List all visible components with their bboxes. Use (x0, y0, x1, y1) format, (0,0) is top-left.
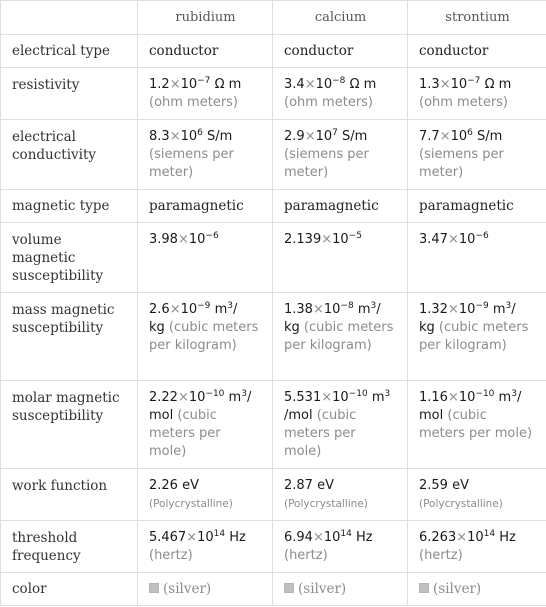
column-header-strontium: strontium (408, 1, 546, 35)
table-cell: (silver) (138, 573, 273, 606)
table-cell: $3.98\times 10^{-6}$ (138, 223, 273, 293)
table-row (1, 120, 546, 190)
color-swatch (419, 583, 429, 593)
table-row (1, 293, 546, 381)
table-cell: $5.531\times 10^{-10}$ $m^3$ /mol (cubic meters per mole) (273, 381, 408, 469)
table-row (1, 573, 546, 606)
table-cell: $5.467\times 10^{14}$ Hz (hertz) (138, 521, 273, 573)
table-cell: $2.9\times 10^7$ S/m (siemens per meter) (273, 120, 408, 190)
corner-cell (1, 1, 138, 35)
row-label: mass magnetic susceptibility (1, 293, 138, 381)
table-row (1, 469, 546, 521)
table-row (1, 381, 546, 469)
table-cell: conductor (138, 35, 273, 68)
table-cell: paramagnetic (273, 190, 408, 223)
table-cell: $2.139\times 10^{-5}$ (273, 223, 408, 293)
column-header-calcium: calcium (273, 1, 408, 35)
row-label: molar magnetic susceptibility (1, 381, 138, 469)
row-label: magnetic type (1, 190, 138, 223)
table-cell: $1.3\times 10^{-7}$ Ω m (ohm meters) (408, 68, 546, 120)
header-row (1, 1, 546, 35)
row-label: resistivity (1, 68, 138, 120)
color-swatch (284, 583, 294, 593)
table-row (1, 223, 546, 293)
table-cell: $1.16\times 10^{-10}$ $m^3/$ mol (cubic meters per mole) (408, 381, 546, 469)
table-cell: 2.26 eV (Polycrystalline) (138, 469, 273, 521)
table-row (1, 190, 546, 223)
table-cell: (silver) (408, 573, 546, 606)
table-row (1, 68, 546, 120)
row-label: electrical conductivity (1, 120, 138, 190)
table-cell: 2.59 eV (Polycrystalline) (408, 469, 546, 521)
table-cell: conductor (273, 35, 408, 68)
table-cell: conductor (408, 35, 546, 68)
table-cell: $8.3\times 10^6$ S/m (siemens per meter) (138, 120, 273, 190)
table-cell: (silver) (273, 573, 408, 606)
table-cell: $1.32\times 10^{-9}$ $m^3/$ kg (cubic meters per kilogram) (408, 293, 546, 381)
column-header-rubidium: rubidium (138, 1, 273, 35)
row-label: work function (1, 469, 138, 521)
table-cell: $6.263\times 10^{14}$ Hz (hertz) (408, 521, 546, 573)
table-cell: $3.47\times 10^{-6}$ (408, 223, 546, 293)
row-label: threshold frequency (1, 521, 138, 573)
table-row (1, 35, 546, 68)
row-label: electrical type (1, 35, 138, 68)
table-cell: $1.38\times 10^{-8}$ $m^3/$ kg (cubic meters per kilogram) (273, 293, 408, 381)
table-cell: 2.87 eV (Polycrystalline) (273, 469, 408, 521)
table-cell: $7.7\times 10^6$ S/m (siemens per meter) (408, 120, 546, 190)
table-cell: paramagnetic (138, 190, 273, 223)
table-row (1, 521, 546, 573)
table-cell: $6.94\times 10^{14}$ Hz (hertz) (273, 521, 408, 573)
table-cell: $2.6\times 10^{-9}$ $m^3/$ kg (cubic meters per kilogram) (138, 293, 273, 381)
table-cell: $2.22\times 10^{-10}$ $m^3/$ mol (cubic meters per mole) (138, 381, 273, 469)
table-cell: $1.2\times 10^{-7}$ Ω m (ohm meters) (138, 68, 273, 120)
row-label: color (1, 573, 138, 606)
color-swatch (149, 583, 159, 593)
table-cell: paramagnetic (408, 190, 546, 223)
row-label: volume magnetic susceptibility (1, 223, 138, 293)
table-cell: $3.4\times 10^{-8}$ Ω m (ohm meters) (273, 68, 408, 120)
